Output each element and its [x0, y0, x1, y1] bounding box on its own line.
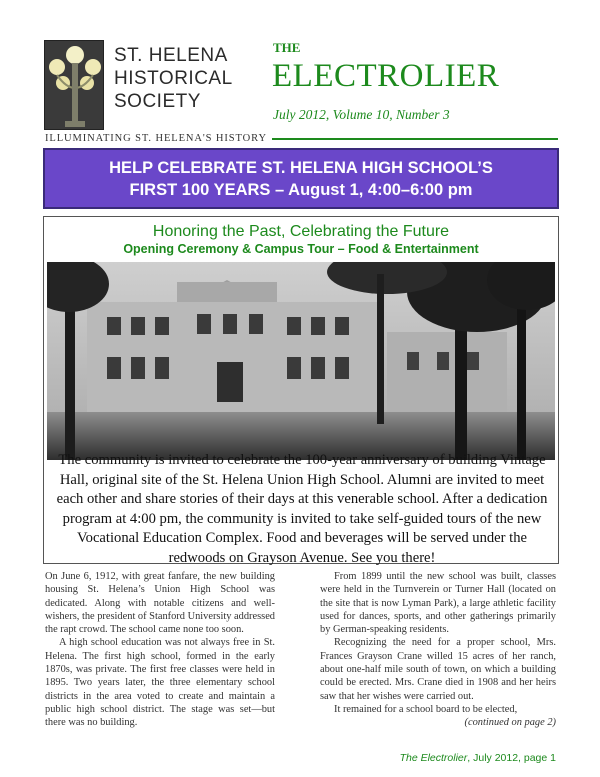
article-column-right — [320, 570, 556, 730]
banner-line-2: FIRST 100 YEARS – August 1, 4:00–6:00 pm — [129, 181, 473, 199]
logo-tagline: ILLUMINATING ST. HELENA'S HISTORY — [45, 133, 267, 144]
article-paragraph: On June 6, 1912, with great fanfare, the new building housing St. Helena’s Union High School was dedicated. Along with notable citizens and well-wishers, the president of Stanford University addressed the rapt crowd. The school came none too soon. — [45, 571, 275, 636]
logo-line-2: HISTORICAL — [114, 68, 233, 89]
vintage-hall-photo — [47, 262, 555, 460]
electrolier-lamp-emblem — [44, 40, 104, 130]
footer-publication: The Electrolier — [399, 752, 468, 764]
logo-line-3: SOCIETY — [114, 91, 201, 112]
continued-note: (continued on page 2) — [464, 717, 556, 729]
feature-subheading: Opening Ceremony & Campus Tour – Food & Entertainment — [123, 242, 479, 256]
feature-box — [43, 216, 559, 564]
masthead-the: THE — [273, 40, 301, 55]
article-paragraph: A high school education was not always free in St. Helena. The first high school, formed in the early 1870s, was private. The first free classes were held in 1895. Two years later, the three elementary school districts in the area voted to create and maintain a public high school district. The stage was set—but there was no building. — [45, 637, 275, 729]
banner-line-1: HELP CELEBRATE ST. HELENA HIGH SCHOOL’S — [109, 159, 493, 177]
newsletter-title: ELECTROLIER — [272, 58, 500, 94]
issue-line: July 2012, Volume 10, Number 3 — [273, 107, 450, 122]
logo-line-1: ST. HELENA — [114, 45, 228, 66]
footer-page-info: , July 2012, page 1 — [467, 752, 556, 764]
event-banner — [43, 148, 559, 209]
article-column-left — [45, 570, 275, 730]
article-paragraph: It remained for a school board to be elected, — [334, 703, 518, 715]
feature-heading: Honoring the Past, Celebrating the Future — [152, 223, 450, 240]
logo-wordmark — [114, 44, 233, 113]
article-paragraph: From 1899 until the new school was built, classes were held in the Turnverein or Turner Hall (located on the site that is now Lyman Park), a large athletic facility used for dances, sports, and other gatherings primarily by German-speaking residents. — [320, 571, 556, 636]
feature-description: The community is invited to celebrate the 100-year anniversary of building Vintage Hall, original site of the St. Helena Union High School. Alumni are invited to meet each other and share stories of their days at this venerable school. After a dedication program at 4:00 pm, the community is invited to take self-guided tours of the new Vocational Education Complex. Food and beverages will be served under the redwoods on Grayson Avenue. See you there! — [56, 452, 548, 566]
page-footer — [400, 752, 556, 764]
society-logo — [44, 40, 262, 132]
article-paragraph: Recognizing the need for a proper school, Mrs. Frances Grayson Crane willed 15 acres of her ranch, about one-half mile south of town, on which a building could be erected. Mrs. Crane died in 1908 and her heirs saw that her wishes were carried out. — [320, 637, 556, 702]
masthead-divider — [272, 138, 558, 140]
